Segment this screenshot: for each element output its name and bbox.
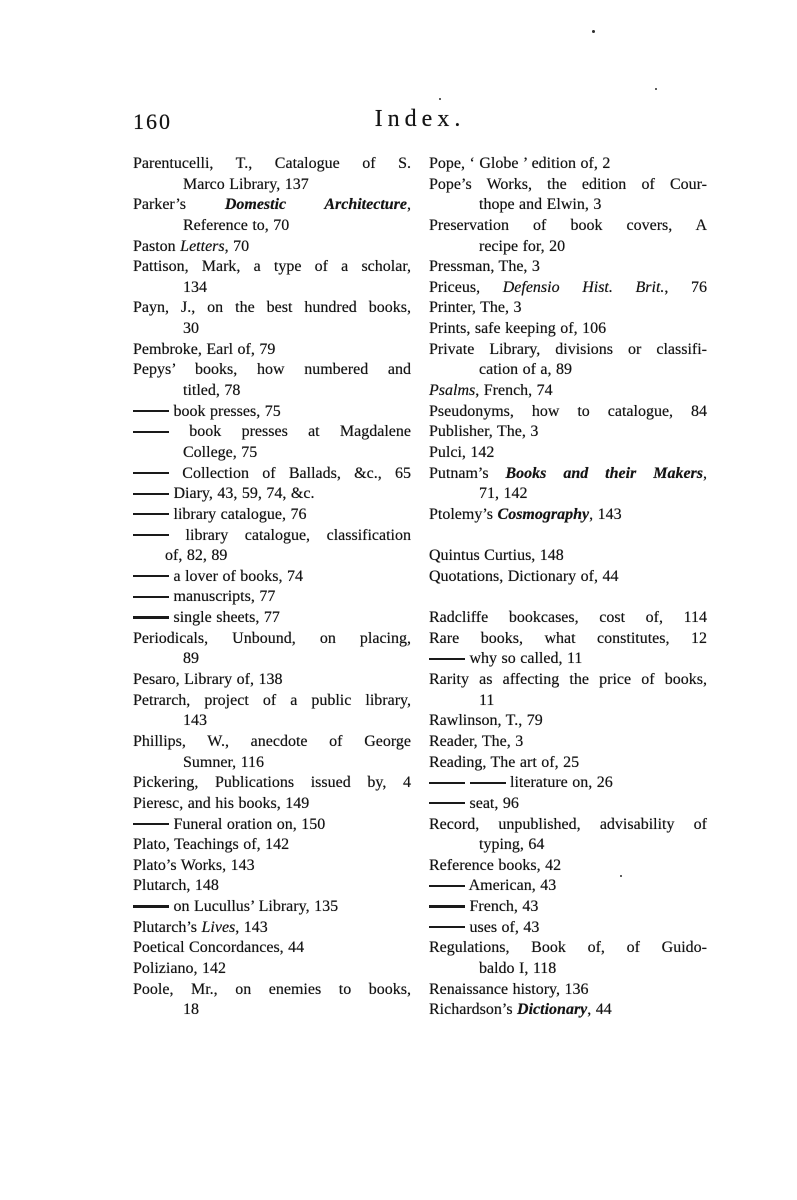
index-entry-line: Pope’s Works, the edition of Cour-	[429, 175, 707, 193]
index-entry-line: Marco Library, 137	[183, 175, 309, 193]
index-column-right	[429, 154, 707, 1021]
index-entry-line: Sumner, 116	[183, 753, 265, 771]
index-entry-line: Poole, Mr., on enemies to books,	[133, 980, 411, 998]
entry-repeat-dash	[133, 472, 169, 474]
entry-repeat-dash	[429, 926, 465, 928]
index-entry-line: Regulations, Book of, of Guido-	[429, 939, 707, 957]
index-entry-line: Plato’s Works, 143	[133, 856, 255, 874]
entry-repeat-dash	[133, 513, 169, 515]
index-entry-line: library catalogue, 76	[133, 505, 411, 526]
index-entry-line: a lover of books, 74	[133, 567, 411, 588]
index-entry-line: 89	[183, 650, 199, 668]
index-entry-line: Pulci, 142	[429, 443, 495, 461]
index-entry-line: Pembroke, Earl of, 79	[133, 340, 276, 358]
page-number: 160	[133, 109, 172, 134]
index-entry-line: book presses at Magdalene	[133, 422, 411, 443]
index-entry-line: thope and Elwin, 3	[479, 196, 602, 214]
entry-repeat-dash	[133, 534, 169, 536]
entry-repeat-dash	[133, 616, 169, 618]
index-entry-line: Poetical Concordances, 44	[133, 939, 305, 957]
index-entry-line: 11	[479, 691, 495, 709]
index-entry-line: library catalogue, classification	[133, 526, 411, 547]
page-title: Index.	[374, 106, 466, 132]
index-entry-line: Record, unpublished, advisability of	[429, 815, 707, 833]
entry-repeat-dash	[133, 493, 169, 495]
index-entry-line: Prints, safe keeping of, 106	[429, 320, 607, 338]
index-entry-line: Plutarch’s Lives, 143	[133, 918, 268, 936]
entry-repeat-dash	[429, 905, 465, 907]
index-entry-line: Ptolemy’s Cosmography, 143	[429, 505, 622, 523]
entry-repeat-dash	[133, 823, 169, 825]
entry-repeat-dash	[133, 410, 169, 412]
index-entry-line: why so called, 11	[429, 649, 707, 670]
entry-repeat-dash	[133, 596, 169, 598]
index-entry-line: Reading, The art of, 25	[429, 753, 580, 771]
index-entry-line: 143	[183, 712, 207, 730]
index-entry-line: Petrarch, project of a public library,	[133, 691, 411, 709]
entry-repeat-dash	[133, 905, 169, 907]
index-entry-line: Diary, 43, 59, 74, &c.	[133, 484, 411, 505]
index-entry-line: Rarity as affecting the price of books,	[429, 671, 707, 689]
index-entry-line: Paston Letters, 70	[133, 237, 250, 255]
index-entry-line: book presses, 75	[133, 402, 411, 423]
entry-repeat-dash	[133, 431, 169, 433]
index-entry-line: Pope, ‘ Globe ’ edition of, 2	[429, 155, 611, 172]
index-entry-line: Quotations, Dictionary of, 44	[429, 567, 619, 585]
index-entry-line: manuscripts, 77	[133, 587, 411, 608]
index-columns	[133, 154, 707, 1021]
index-entry-line: of, 82, 89	[165, 547, 228, 565]
index-entry-line: Preservation of book covers, A	[429, 216, 707, 234]
index-entry-line: Rawlinson, T., 79	[429, 712, 543, 730]
scan-speck	[620, 875, 622, 877]
index-entry-line: literature on, 26	[429, 773, 707, 794]
index-entry-line: Reference to, 70	[183, 216, 290, 234]
index-entry-line: Plato, Teachings of, 142	[133, 836, 290, 854]
blank-line	[429, 587, 707, 608]
index-entry-line: Pesaro, Library of, 138	[133, 671, 283, 689]
index-entry-line: French, 43	[429, 897, 707, 918]
scan-speck	[655, 88, 657, 90]
index-entry-line: Rare books, what constitutes, 12	[429, 629, 707, 647]
entry-repeat-dash	[429, 802, 465, 804]
index-entry-line: Pressman, The, 3	[429, 258, 540, 276]
index-entry-line: Parker’s Domestic Architecture,	[133, 196, 411, 214]
index-entry-line: 134	[183, 278, 207, 296]
index-entry-line: Reference books, 42	[429, 856, 562, 874]
index-entry-line: Private Library, divisions or classifi-	[429, 340, 707, 358]
index-entry-line: Poliziano, 142	[133, 959, 226, 977]
index-entry-line: Pseudonyms, how to catalogue, 84	[429, 402, 707, 420]
index-entry-line: seat, 96	[429, 794, 707, 815]
index-entry-line: Pickering, Publications issued by, 4	[133, 774, 411, 792]
index-entry-line: 30	[183, 320, 199, 338]
entry-repeat-dash	[133, 575, 169, 577]
index-entry-line: Funeral oration on, 150	[133, 815, 411, 836]
index-entry-line: Priceus, Defensio Hist. Brit., 76	[429, 278, 708, 296]
entry-repeat-dash	[429, 782, 465, 784]
index-entry-line: Psalms, French, 74	[429, 382, 553, 400]
index-entry-line: 71, 142	[479, 485, 528, 503]
index-entry-line: baldo I, 118	[479, 959, 557, 977]
index-entry-line: Periodicals, Unbound, on placing,	[133, 629, 411, 647]
index-entry-line: Parentucelli, T., Catalogue of S.	[133, 155, 411, 172]
index-entry-line: titled, 78	[183, 382, 241, 400]
entry-repeat-dash	[470, 782, 506, 784]
index-entry-line: Plutarch, 148	[133, 877, 219, 895]
index-entry-line: Publisher, The, 3	[429, 423, 539, 441]
index-entry-line: Collection of Ballads, &c., 65	[133, 464, 411, 485]
index-entry-line: Pattison, Mark, a type of a scholar,	[133, 258, 411, 276]
entry-repeat-dash	[429, 658, 465, 660]
index-entry-line: typing, 64	[479, 836, 545, 854]
index-entry-line: Radcliffe bookcases, cost of, 114	[429, 609, 707, 627]
index-column-left	[133, 154, 411, 1021]
index-entry-line: Richardson’s Dictionary, 44	[429, 1001, 612, 1019]
index-entry-line: Renaissance history, 136	[429, 980, 589, 998]
index-entry-line: on Lucullus’ Library, 135	[133, 897, 411, 918]
blank-line	[429, 526, 707, 547]
index-entry-line: Quintus Curtius, 148	[429, 547, 564, 565]
index-entry-line: single sheets, 77	[133, 608, 411, 629]
index-entry-line: Putnam’s Books and their Makers,	[429, 464, 707, 482]
index-entry-line: recipe for, 20	[479, 237, 566, 255]
index-entry-line: Phillips, W., anecdote of George	[133, 732, 411, 750]
index-entry-line: uses of, 43	[429, 918, 707, 939]
scan-speck	[439, 98, 441, 100]
index-entry-line: Pepys’ books, how numbered and	[133, 361, 411, 379]
index-entry-line: College, 75	[183, 443, 258, 461]
entry-repeat-dash	[429, 885, 465, 887]
index-entry-line: Reader, The, 3	[429, 732, 524, 750]
scan-speck	[592, 30, 595, 33]
index-entry-line: Payn, J., on the best hundred books,	[133, 299, 411, 317]
index-entry-line: Pieresc, and his books, 149	[133, 794, 310, 812]
index-entry-line: Printer, The, 3	[429, 299, 522, 317]
index-entry-line: cation of a, 89	[479, 361, 573, 379]
index-entry-line: 18	[183, 1001, 199, 1019]
index-entry-line: American, 43	[429, 876, 707, 897]
